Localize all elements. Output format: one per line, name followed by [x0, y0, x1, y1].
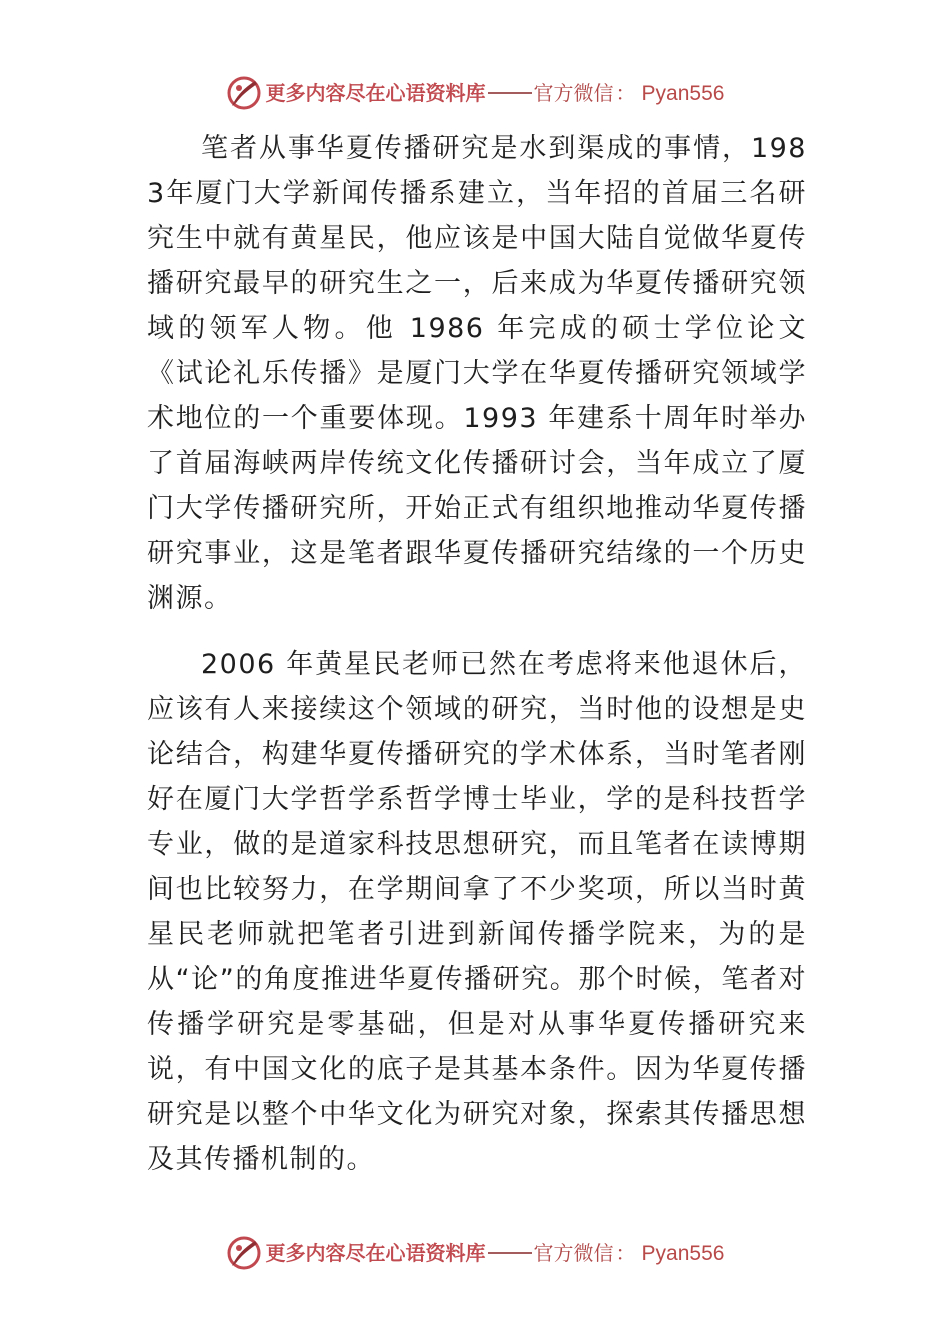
document-body [147, 126, 807, 1182]
wechat-account: Pyan556 [641, 1241, 725, 1265]
banner-dash [488, 92, 532, 94]
pen-logo-icon [226, 75, 262, 111]
wechat-account: Pyan556 [641, 81, 725, 105]
brand-name: 更多内容尽在心语资料库 [265, 1241, 486, 1265]
header-banner [0, 71, 950, 115]
wechat-label: 官方微信 [533, 1241, 614, 1265]
banner-separator: ： [615, 81, 636, 105]
brand-name: 更多内容尽在心语资料库 [265, 81, 486, 105]
pen-logo-icon [226, 1235, 262, 1271]
footer-banner [0, 1231, 950, 1275]
banner-dash [488, 1252, 532, 1254]
body-paragraph-1: 笔者从事华夏传播研究是水到渠成的事情，1983年厦门大学新闻传播系建立，当年招的首届三名研究生中就有黄星民，他应该是中国大陆自觉做华夏传播研究最早的研究生之一，后来成为华夏传播研究领域的领军人物。他 1986 年完成的硕士学位论文《试论礼乐传播》是厦门大学在华夏传播研究领域学术地位的一个重要体现。1993 年建系十周年时举办了首届海峡两岸传统文化传播研讨会，当年成立了厦门大学传播研究所，开始正式有组织地推动华夏传播研究事业，这是笔者跟华夏传播研究结缘的一个历史渊源。 [147, 133, 807, 614]
banner-separator: ： [615, 1241, 636, 1265]
body-paragraph-2: 2006 年黄星民老师已然在考虑将来他退休后，应该有人来接续这个领域的研究，当时他的设想是史论结合，构建华夏传播研究的学术体系，当时笔者刚好在厦门大学哲学系哲学博士毕业，学的是科技哲学专业，做的是道家科技思想研究，而且笔者在读博期间也比较努力，在学期间拿了不少奖项，所以当时黄星民老师就把笔者引进到新闻传播学院来，为的是从“论”的角度推进华夏传播研究。那个时候，笔者对传播学研究是零基础，但是对从事华夏传播研究来说，有中国文化的底子是其基本条件。因为华夏传播研究是以整个中华文化为研究对象，探索其传播思想及其传播机制的。 [147, 649, 807, 1175]
wechat-label: 官方微信 [533, 81, 614, 105]
